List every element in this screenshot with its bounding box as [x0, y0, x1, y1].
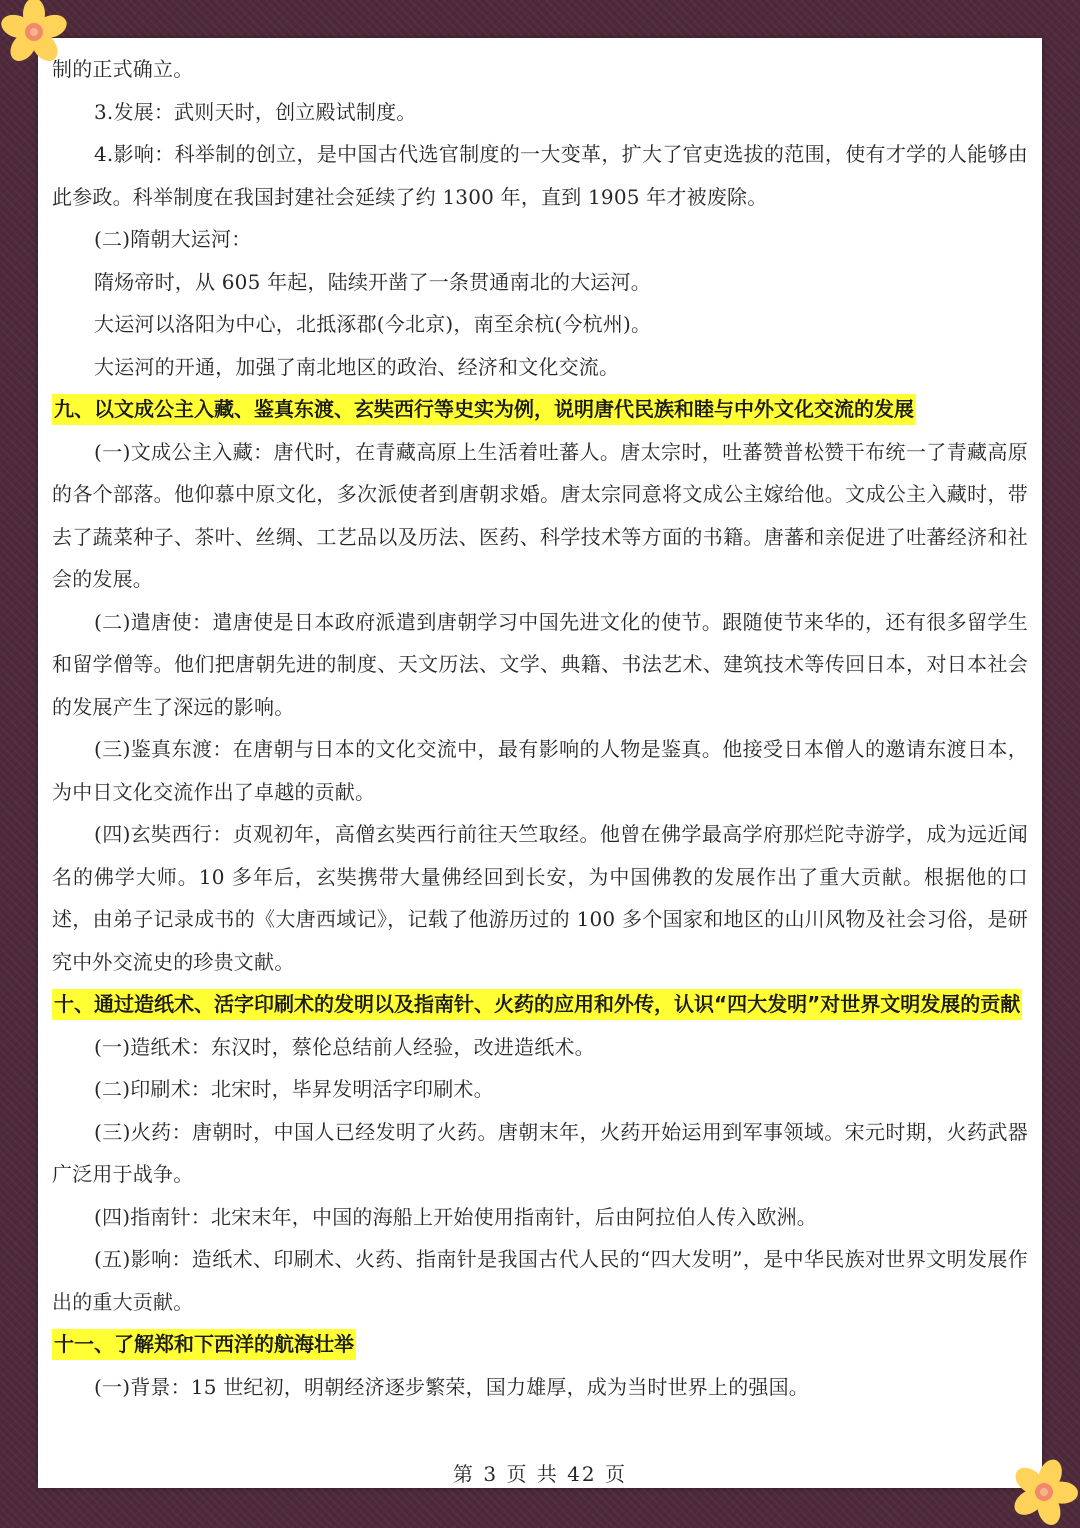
body-paragraph: (二)印刷术：北宋时，毕昇发明活字印刷术。 — [94, 1077, 494, 1101]
section-heading-text: 十一、了解郑和下西洋的航海壮举 — [52, 1329, 356, 1360]
body-paragraph: (一)文成公主入藏：唐代时，在青藏高原上生活着吐蕃人。唐太宗时，吐蕃赞普松赞干布统一了青藏高原的各个部落。他仰慕中原文化，多次派使者到唐朝求婚。唐太宗同意将文成公主嫁给他。文成公主入藏时，带去了蔬菜种子、茶叶、丝绸、工艺品以及历法、医药、科学技术等方面的书籍。唐蕃和亲促进了吐蕃经济和社会的发展。 — [52, 439, 1028, 591]
body-paragraph: (二)遣唐使：遣唐使是日本政府派遣到唐朝学习中国先进文化的使节。跟随使节来华的，还有很多留学生和留学僧等。他们把唐朝先进的制度、天文历法、文学、典籍、书法艺术、建筑技术等传回日本，对日本社会的发展产生了深远的影响。 — [52, 609, 1028, 719]
body-paragraph: (一)背景：15 世纪初，明朝经济逐步繁荣，国力雄厚，成为当时世界上的强国。 — [94, 1374, 810, 1399]
body-paragraph: 制的正式确立。 — [52, 57, 194, 81]
section-heading — [52, 983, 1028, 1026]
body-paragraph: (四)指南针：北宋末年，中国的海船上开始使用指南针，后由阿拉伯人传入欧洲。 — [94, 1204, 818, 1229]
body-paragraph: 隋炀帝时，从 605 年起，陆续开凿了一条贯通南北的大运河。 — [94, 269, 651, 294]
section-heading-text: 九、以文成公主入藏、鉴真东渡、玄奘西行等史实为例，说明唐代民族和睦与中外文化交流的发展 — [52, 394, 916, 425]
section-heading-text: 十、通过造纸术、活字印刷术的发明以及指南针、火药的应用和外传，认识“四大发明”对世界文明发展的贡献 — [52, 989, 1022, 1020]
body-paragraph: (一)造纸术：东汉时，蔡伦总结前人经验，改进造纸术。 — [94, 1034, 595, 1059]
body-paragraph: 大运河以洛阳为中心，北抵涿郡(今北京)，南至余杭(今杭州)。 — [94, 312, 652, 336]
page-footer: 第 3 页 共 42 页 — [453, 1462, 627, 1486]
section-heading — [52, 1323, 1028, 1366]
document-body — [52, 48, 1028, 1408]
body-paragraph: (二)隋朝大运河： — [94, 227, 252, 251]
document-page — [38, 38, 1042, 1488]
section-heading — [52, 388, 1028, 431]
body-paragraph: 大运河的开通，加强了南北地区的政治、经济和文化交流。 — [94, 354, 620, 379]
body-paragraph: (三)火药：唐朝时，中国人已经发明了火药。唐朝末年，火药开始运用到军事领域。宋元时期，火药武器广泛用于战争。 — [52, 1119, 1028, 1186]
body-paragraph: (三)鉴真东渡：在唐朝与日本的文化交流中，最有影响的人物是鉴真。他接受日本僧人的邀请东渡日本，为中日文化交流作出了卓越的贡献。 — [52, 737, 1028, 804]
flower-icon — [1008, 1456, 1080, 1528]
flower-icon — [0, 0, 70, 68]
body-paragraph: 4.影响：科举制的创立，是中国古代选官制度的一大变革，扩大了官吏选拔的范围，使有才学的人能够由此参政。科举制度在我国封建社会延续了约 1300 年，直到 1905 年才被废除。 — [52, 142, 1028, 209]
body-paragraph: (四)玄奘西行：贞观初年，高僧玄奘西行前往天竺取经。他曾在佛学最高学府那烂陀寺游学，成为远近闻名的佛学大师。10 多年后，玄奘携带大量佛经回到长安，为中国佛教的发展作出了重大贡献。根据他的口述，由弟子记录成书的《大唐西域记》，记载了他游历过的 100 多个国家和地区的山川风物及社会习俗，是研究中外交流史的珍贵文献。 — [52, 822, 1028, 974]
body-paragraph: 3.发展：武则天时，创立殿试制度。 — [94, 99, 417, 124]
body-paragraph: (五)影响：造纸术、印刷术、火药、指南针是我国古代人民的“四大发明”，是中华民族对世界文明发展作出的重大贡献。 — [52, 1247, 1028, 1314]
